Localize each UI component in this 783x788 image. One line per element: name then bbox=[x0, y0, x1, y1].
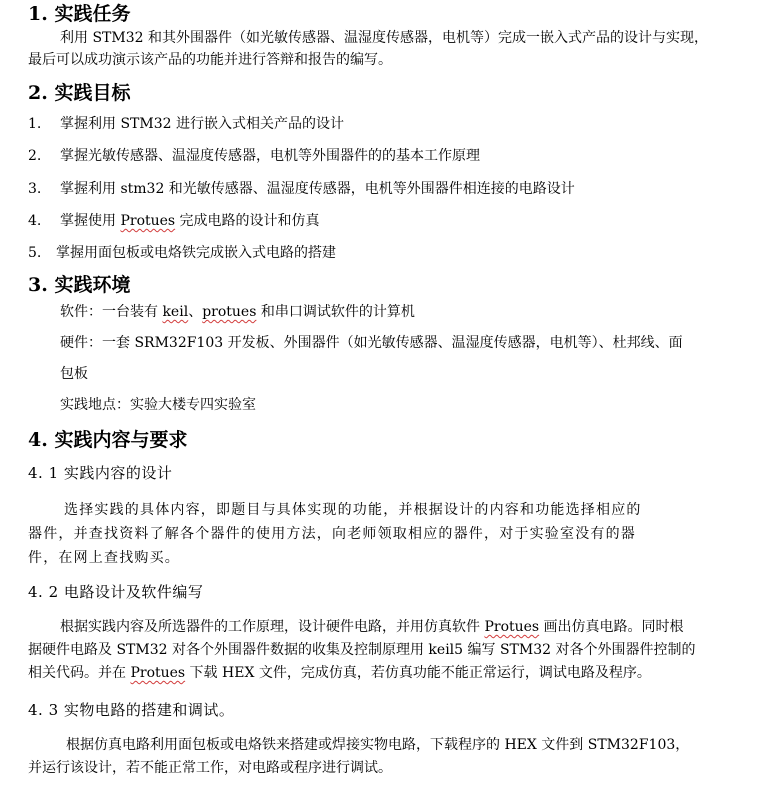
paragraph-text: 根据实践内容及所选器件的工作原理，设计硬件电路，并用仿真软件 bbox=[60, 619, 485, 635]
section-1-body-line-1: 利用 STM32 和其外围器件（如光敏传感器、温湿度传感器，电机等）完成一嵌入式产品的设计与实现， bbox=[60, 30, 708, 46]
spellcheck-word: keil bbox=[162, 304, 189, 320]
goal-number: 2. bbox=[28, 148, 42, 164]
software-text: 软件：一台装有 bbox=[60, 304, 163, 320]
paragraph-text: 相关代码。并在 bbox=[28, 665, 131, 681]
goal-number: 3. bbox=[28, 181, 42, 197]
goal-item-4 bbox=[28, 212, 320, 230]
goal-item-3 bbox=[28, 180, 575, 198]
environment-software bbox=[60, 303, 415, 321]
goal-number: 5. bbox=[28, 245, 42, 261]
spellcheck-word: Protues bbox=[484, 619, 540, 635]
software-text: 和串口调试软件的计算机 bbox=[256, 304, 415, 320]
environment-hardware-line-1: 硬件：一套 SRM32F103 开发板、外围器件（如光敏传感器、温湿度传感器，电机等）、杜邦线、面 bbox=[60, 335, 683, 351]
environment-hardware-line-2: 包板 bbox=[60, 366, 88, 382]
goal-item-1 bbox=[28, 115, 344, 133]
subsection-4-1-line-2: 器件，并查找资料了解各个器件的使用方法，向老师领取相应的器件，对于实验室没有的器 bbox=[28, 526, 636, 542]
subsection-4-3-line-1: 根据仿真电路利用面包板或电烙铁来搭建或焊接实物电路，下载程序的 HEX 文件到 STM32F103， bbox=[66, 737, 690, 753]
environment-location: 实践地点：实验大楼专四实验室 bbox=[60, 397, 256, 413]
paragraph-text: 下载 HEX 文件，完成仿真，若仿真功能不能正常运行，调试电路及程序。 bbox=[185, 665, 651, 681]
subsection-4-1-heading: 4. 1 实践内容的设计 bbox=[28, 464, 173, 482]
subsection-4-3-line-2: 并运行该设计，若不能正常工作，对电路或程序进行调试。 bbox=[28, 760, 392, 776]
subsection-4-1-line-1: 选择实践的具体内容，即题目与具体实现的功能，并根据设计的内容和功能选择相应的 bbox=[64, 502, 642, 518]
goal-text: 掌握光敏传感器、温湿度传感器，电机等外围器件的的基本工作原理 bbox=[60, 148, 480, 164]
paragraph-text: 画出仿真电路。同时根 bbox=[539, 619, 684, 635]
section-1-body-line-2: 最后可以成功演示该产品的功能并进行答辩和报告的编写。 bbox=[28, 52, 392, 68]
goal-item-2 bbox=[28, 147, 480, 165]
goal-text: 掌握利用 STM32 进行嵌入式相关产品的设计 bbox=[60, 116, 344, 132]
subsection-4-3-heading: 4. 3 实物电路的搭建和调试。 bbox=[28, 701, 235, 719]
goal-text-after: 完成电路的设计和仿真 bbox=[175, 213, 320, 229]
spellcheck-word: Protues bbox=[130, 665, 186, 681]
subsection-4-2-heading: 4. 2 电路设计及软件编写 bbox=[28, 583, 204, 601]
section-1-heading: 1. 实践任务 bbox=[28, 3, 131, 25]
goal-number: 4. bbox=[28, 213, 42, 229]
spellcheck-word: Protues bbox=[120, 213, 176, 229]
subsection-4-2-line-2: 据硬件电路及 STM32 对各个外围器件数据的收集及控制原理用 keil5 编写 STM32 对各个外围器件控制的 bbox=[28, 642, 696, 658]
subsection-4-2-line-1 bbox=[60, 618, 684, 636]
goal-number: 1. bbox=[28, 116, 42, 132]
subsection-4-2-line-3 bbox=[28, 664, 651, 682]
subsection-4-1-line-3: 件，在网上查找购买。 bbox=[28, 550, 180, 566]
section-3-heading: 3. 实践环境 bbox=[28, 274, 131, 296]
goal-text: 掌握用面包板或电烙铁完成嵌入式电路的搭建 bbox=[56, 245, 336, 261]
goal-item-5 bbox=[28, 244, 336, 262]
software-text: 、 bbox=[188, 304, 203, 320]
section-4-heading: 4. 实践内容与要求 bbox=[28, 429, 188, 451]
spellcheck-word: protues bbox=[202, 304, 257, 320]
section-2-heading: 2. 实践目标 bbox=[28, 82, 131, 104]
goal-text-before: 掌握使用 bbox=[60, 213, 121, 229]
goal-text: 掌握利用 stm32 和光敏传感器、温湿度传感器，电机等外围器件相连接的电路设计 bbox=[60, 181, 575, 197]
